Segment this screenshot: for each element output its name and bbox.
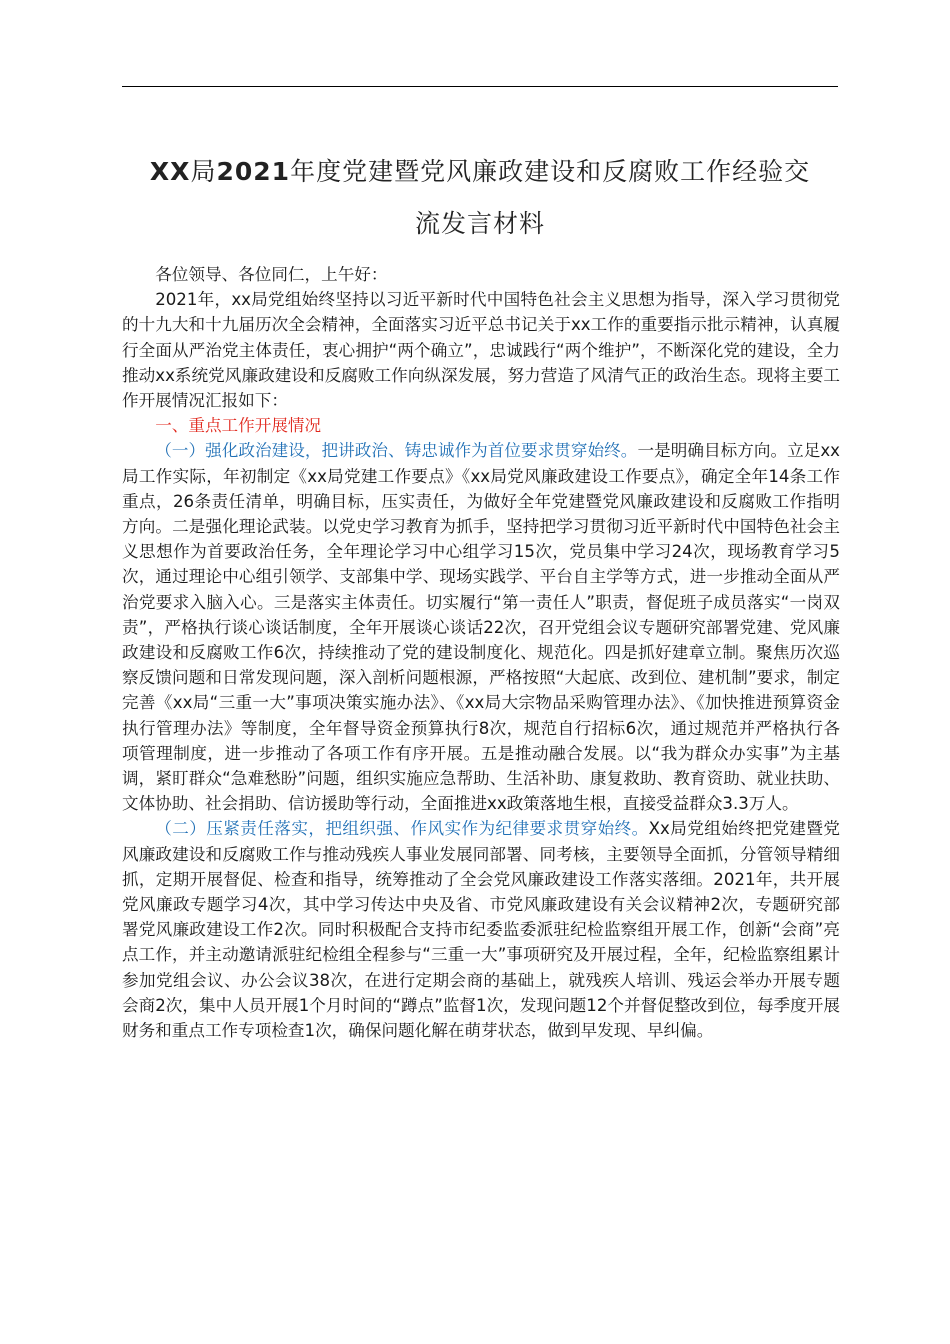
title-line-2: 流发言材料 xyxy=(414,209,545,238)
title-year: 2021 xyxy=(216,157,291,186)
header-rule xyxy=(122,86,838,87)
greeting: 各位领导、各位同仁，上午好： xyxy=(155,265,388,284)
intro-paragraph: 2021年，xx局党组始终坚持以习近平新时代中国特色社会主义思想为指导，深入学习贯彻党的十九大和十九届历次全会精神，全面落实习近平总书记关于xx工作的重要指示批示精神，认真履行全面从严治党主体责任，衷心拥护“两个确立”，忠诚践行“两个维护”，不断深化党的建设，全力推动xx系统党风廉政建设和反腐败工作向纵深发展，努力营造了风清气正的政治生态。现将主要工作开展情况汇报如下： xyxy=(122,290,840,411)
section-1-heading: 一、重点工作开展情况 xyxy=(155,416,322,436)
subsection-1-paragraph xyxy=(122,438,840,816)
subsection-1-heading: （一）强化政治建设，把讲政治、铸忠诚作为首位要求贯穿始终。 xyxy=(155,441,638,461)
document-title xyxy=(110,146,850,250)
title-part2: 局 xyxy=(190,157,217,186)
subsection-2-heading: （二）压紧责任落实，把组织强、作风实作为纪律要求贯穿始终。 xyxy=(155,819,649,839)
title-prefix: XX xyxy=(149,157,191,186)
title-line1-rest: 年度党建暨党风廉政建设和反腐败工作经验交 xyxy=(290,157,811,186)
subsection-1-body: 一是明确目标方向。立足xx局工作实际，年初制定《xx局党建工作要点》《xx局党风廉政建设工作要点》，确定全年14条工作重点，26条责任清单，明确目标，压实责任，为做好全年党建暨党风廉政建设和反腐败工作指明方向。二是强化理论武装。以党史学习教育为抓手，坚持把学习贯彻习近平新时代中国特色社会主义思想作为首要政治任务，全年理论学习中心组学习15次，党员集中学习24次，现场教育学习5次，通过理论中心组引领学、支部集中学、现场实践学、平台自主学等方式，进一步推动全面从严治党要求入脑入心。三是落实主体责任。切实履行“第一责任人”职责，督促班子成员落实“一岗双责”，严格执行谈心谈话制度，全年开展谈心谈话22次，召开党组会议专题研究部署党建、党风廉政建设和反腐败工作6次，持续推动了党的建设制度化、规范化。四是抓好建章立制。聚焦历次巡察反馈问题和日常发现问题，深入剖析问题根源，严格按照“大起底、改到位、建机制”要求，制定完善《xx局“三重一大”事项决策实施办法》、《xx局大宗物品采购管理办法》、《加快推进预算资金执行管理办法》等制度，全年督导资金预算执行8次，规范自行招标6次，通过规范并严格执行各项管理制度，进一步推动了各项工作有序开展。五是推动融合发展。以“我为群众办实事”为主基调，紧盯群众“急难愁盼”问题，组织实施应急帮助、生活补助、康复救助、教育资助、就业扶助、文体协助、社会捐助、信访援助等行动，全面推进xx政策落地生根，直接受益群众3.3万人。 xyxy=(122,441,840,814)
subsection-2-body: Xx局党组始终把党建暨党风廉政建设和反腐败工作与推动残疾人事业发展同部署、同考核，主要领导全面抓，分管领导精细抓，定期开展督促、检查和指导，统筹推动了全会党风廉政建设工作落实落细。2021年，共开展党风廉政专题学习4次，其中学习传达中央及省、市党风廉政建设有关会议精神2次，专题研究部署党风廉政建设工作2次。同时积极配合支持市纪委监委派驻纪检监察组开展工作，创新“会商”亮点工作，并主动邀请派驻纪检组全程参与“三重一大”事项研究及开展过程，全年，纪检监察组累计参加党组会议、办公会议38次，在进行定期会商的基础上，就残疾人培训、残运会举办开展专题会商2次，集中人员开展1个月时间的“蹲点”监督1次，发现问题12个并督促整改到位，每季度开展财务和重点工作专项检查1次，确保问题化解在萌芽状态，做到早发现、早纠偏。 xyxy=(122,819,841,1041)
document-body xyxy=(122,262,840,1043)
title-line-1 xyxy=(110,146,850,198)
subsection-2-paragraph xyxy=(122,816,840,1043)
